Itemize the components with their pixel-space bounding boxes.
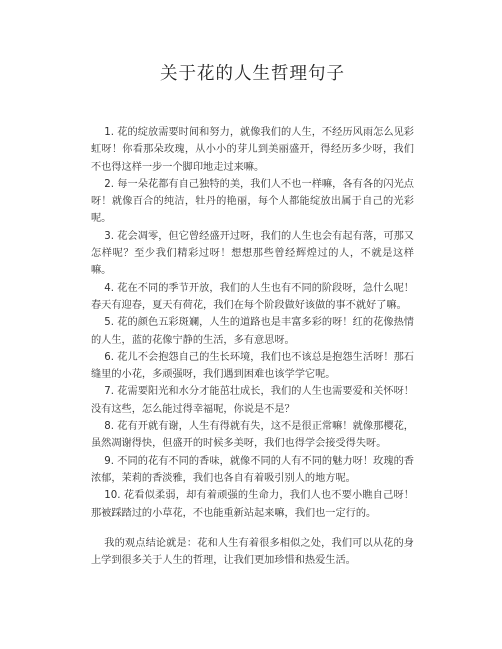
list-item: 1. 花的绽放需要时间和努力，就像我们的人生，不经历风雨怎么见彩虹呀！你看那朵玫瑰，从小小的芽儿到美丽盛开，得经历多少呀，我们不也得这样一步一个脚印地走过来嘛。 (91, 127, 414, 173)
list-item: 5. 花的颜色五彩斑斓，人生的道路也是丰富多彩的呀！红的花像热情的人生，蓝的花像宁静的生活，多有意思呀。 (91, 317, 414, 346)
list-item: 2. 每一朵花都有自己独特的美，我们人不也一样嘛，各有各的闪光点呀！就像百合的纯洁，牡丹的艳丽，每个人都能绽放出属于自己的光彩呢。 (91, 178, 414, 225)
list-item: 9. 不同的花有不同的香味，就像不同的人有不同的魅力呀！玫瑰的香浓郁，茉莉的香淡雅，我们也各自有着吸引别人的地方呢。 (91, 455, 414, 484)
list-item: 3. 花会凋零，但它曾经盛开过呀，我们的人生也会有起有落，可那又怎样呢？至少我们精彩过呀！想想那些曾经辉煌过的人，不就是这样嘛。 (91, 230, 414, 277)
list-item: 7. 花需要阳光和水分才能茁壮成长，我们的人生也需要爱和关怀呀！没有这些，怎么能过得幸福呢，你说是不是？ (91, 386, 414, 415)
conclusion-paragraph: 我的观点结论就是：花和人生有着很多相似之处，我们可以从花的身上学到很多关于人生的哲理，让我们更加珍惜和热爱生活。 (91, 537, 414, 567)
document-title: 关于花的人生哲理句子 (160, 64, 345, 84)
list-item: 4. 花在不同的季节开放，我们的人生也有不同的阶段呀，急什么呢！春天有迎春，夏天有荷花，我们在每个阶段做好该做的事不就好了嘛。 (91, 282, 414, 311)
list-item: 6. 花儿不会抱怨自己的生长环境，我们也不该总是抱怨生活呀！那石缝里的小花，多顽强呀，我们遇到困难也该学学它呢。 (91, 351, 414, 381)
list-item: 8. 花有开就有谢，人生有得就有失，这不是很正常嘛！就像那樱花，虽然凋谢得快，但盛开的时候多美呀，我们也得学会接受得失呀。 (91, 421, 414, 450)
philosophy-list (91, 124, 414, 522)
list-item: 10. 花看似柔弱，却有着顽强的生命力，我们人也不要小瞧自己呀！那被踩踏过的小草花，不也能重新站起来嘛，我们也一定行的。 (91, 490, 414, 519)
